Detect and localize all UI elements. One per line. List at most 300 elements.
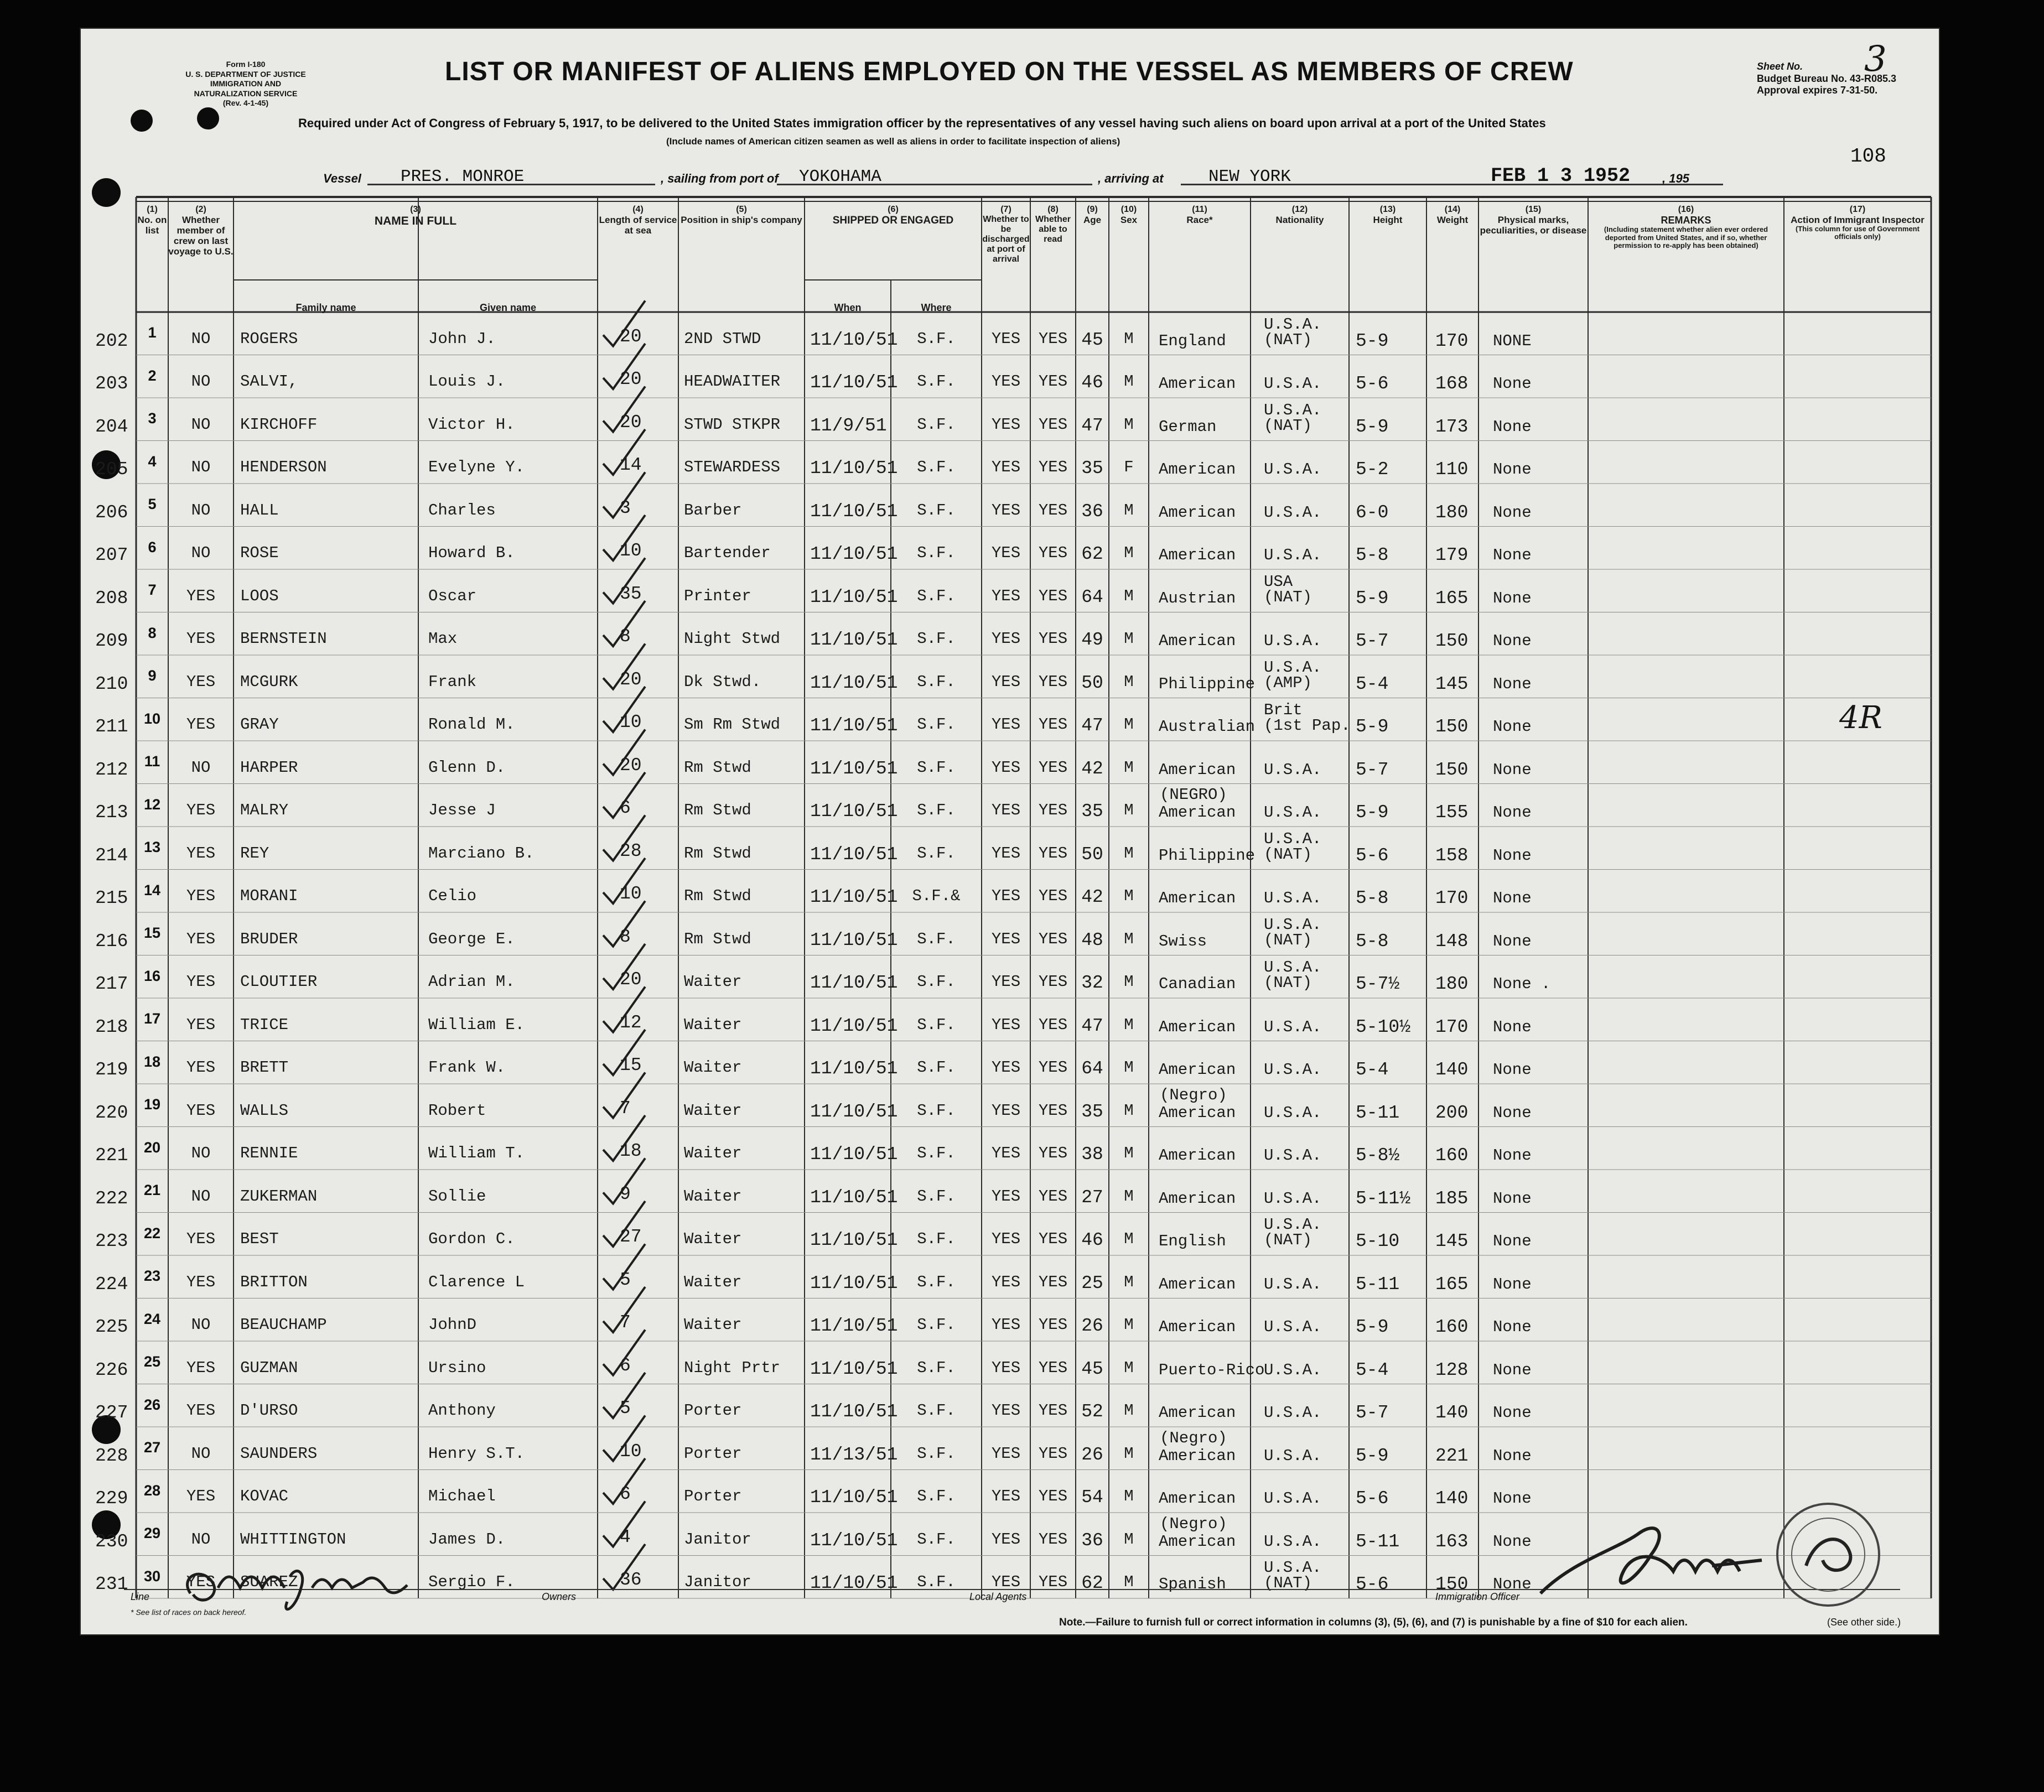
col-name-in-full-number: (3) — [410, 205, 421, 214]
given-name: Clarence L — [428, 1272, 525, 1291]
physical-marks: None — [1493, 1318, 1532, 1336]
row-page-number: 215 — [95, 888, 128, 908]
shipped-where: S.F.& — [912, 887, 961, 905]
shipped-where: S.F. — [917, 929, 956, 948]
row-page-number: 210 — [95, 673, 128, 694]
given-name: Max — [428, 630, 458, 648]
sheet-number-handwritten: 3 — [1864, 39, 1887, 80]
age: 50 — [1081, 672, 1103, 693]
check-mark — [603, 1544, 645, 1590]
col-length-of-service-label: Length of service at sea — [599, 214, 677, 236]
position: Sm Rm Stwd — [684, 715, 781, 734]
col-discharged-number: (7) — [1000, 205, 1011, 214]
age: 47 — [1081, 415, 1103, 436]
shipped-when: 11/10/51 — [810, 501, 898, 522]
height: 5-4 — [1356, 673, 1389, 694]
family-name: MCGURK — [240, 672, 298, 691]
age: 62 — [1081, 544, 1103, 564]
family-name: BEAUCHAMP — [240, 1316, 327, 1334]
agents-label: Local Agents — [969, 1591, 1027, 1602]
row-page-number: 216 — [95, 931, 128, 952]
height: 5-8 — [1356, 545, 1389, 565]
shipped-where: S.F. — [917, 1530, 956, 1549]
race-note: (NEGRO) — [1160, 786, 1227, 804]
physical-marks: None — [1493, 718, 1532, 736]
given-name: Howard B. — [428, 544, 515, 562]
row-number: 14 — [143, 881, 161, 898]
check-mark — [603, 1416, 645, 1461]
shipped-when: 11/10/51 — [810, 1015, 898, 1036]
family-name: MORANI — [240, 887, 298, 905]
given-name: Anthony — [428, 1401, 496, 1420]
col-weight-number: (14) — [1444, 205, 1461, 214]
shipped-when: 11/10/51 — [810, 1530, 898, 1551]
nationality: U.S.A. — [1264, 1404, 1322, 1422]
to-be-discharged: YES — [991, 415, 1021, 434]
check-mark — [603, 387, 645, 432]
physical-marks: None — [1493, 460, 1532, 479]
given-name: Robert — [428, 1101, 486, 1120]
row-number: 13 — [143, 839, 161, 855]
row-page-number: 221 — [95, 1145, 128, 1166]
shipped-when: 11/10/51 — [810, 586, 898, 607]
to-be-discharged: YES — [991, 372, 1021, 391]
service-length: 20 — [620, 969, 642, 990]
stamp-number: 108 — [1850, 145, 1886, 168]
nationality: U.S.A. — [1264, 889, 1322, 907]
position: Rm Stwd — [684, 758, 751, 777]
position: Printer — [684, 586, 751, 605]
race: American — [1159, 1446, 1236, 1465]
prev-voyage: YES — [186, 1101, 216, 1120]
sex: M — [1124, 973, 1134, 991]
row-number: 26 — [143, 1396, 161, 1413]
position: STEWARDESS — [684, 458, 781, 476]
check-mark — [603, 1330, 645, 1375]
height: 5-10½ — [1356, 1016, 1411, 1037]
row-number: 8 — [148, 624, 157, 641]
shipped-when: 11/10/51 — [810, 1358, 898, 1379]
shipped-where: S.F. — [917, 1316, 956, 1334]
weight: 180 — [1435, 974, 1469, 994]
sex: M — [1124, 1573, 1134, 1591]
height: 5-11 — [1356, 1531, 1400, 1552]
shipped-when: 11/10/51 — [810, 544, 898, 564]
sex: M — [1124, 372, 1134, 391]
race-note: (Negro) — [1160, 1085, 1227, 1104]
to-be-discharged: YES — [991, 501, 1021, 520]
race: Austrian — [1159, 589, 1236, 607]
to-be-discharged: YES — [991, 586, 1021, 605]
check-mark — [603, 1287, 645, 1332]
height: 5-9 — [1356, 1445, 1389, 1466]
sex: M — [1124, 1272, 1134, 1291]
race: American — [1159, 1489, 1236, 1508]
physical-marks: None . — [1493, 975, 1551, 993]
age: 42 — [1081, 887, 1103, 907]
to-be-discharged: YES — [991, 458, 1021, 476]
prev-voyage: YES — [186, 586, 216, 605]
nationality: U.S.A. — [1264, 1559, 1322, 1577]
race-note: (Negro) — [1160, 1514, 1227, 1533]
weight: 170 — [1435, 1016, 1469, 1037]
race: English — [1159, 1232, 1226, 1250]
nationality: U.S.A. — [1264, 1061, 1322, 1079]
physical-marks: None — [1493, 589, 1532, 607]
nationality-status: (1st Pap. — [1264, 716, 1351, 735]
able-to-read: YES — [1038, 501, 1068, 520]
check-mark — [603, 644, 645, 689]
able-to-read: YES — [1038, 630, 1068, 648]
nationality: U.S.A. — [1264, 546, 1322, 564]
check-mark — [603, 816, 645, 861]
shipped-where: S.F. — [917, 544, 956, 562]
weight: 158 — [1435, 845, 1469, 866]
check-mark — [603, 1502, 645, 1547]
shipped-when: 11/10/51 — [810, 1316, 898, 1336]
weight: 140 — [1435, 1403, 1469, 1423]
nationality: U.S.A. — [1264, 1189, 1322, 1208]
service-length: 18 — [620, 1141, 642, 1161]
service-length: 3 — [620, 497, 631, 518]
col-previous-voyage-label: Whether member of crew on last voyage to U.S. — [168, 214, 234, 257]
given-name: Celio — [428, 887, 477, 905]
service-length: 6 — [620, 1355, 631, 1376]
height: 5-2 — [1356, 459, 1389, 480]
shipped-when: 11/9/51 — [810, 415, 887, 436]
row-page-number: 208 — [95, 588, 128, 609]
position: Rm Stwd — [684, 887, 751, 905]
position: Janitor — [684, 1573, 751, 1591]
physical-marks: None — [1493, 760, 1532, 779]
age: 27 — [1081, 1187, 1103, 1208]
age: 35 — [1081, 458, 1103, 479]
inspector-action: 4R — [1839, 699, 1882, 736]
form-number: Form I-180 — [226, 60, 266, 69]
check-mark — [603, 730, 645, 775]
shipped-where: S.F. — [917, 1401, 956, 1420]
row-number: 16 — [143, 967, 161, 984]
family-name: REY — [240, 844, 269, 863]
col-physical-marks-label: Physical marks, peculiarities, or disease — [1480, 214, 1587, 236]
prev-voyage: NO — [191, 758, 211, 777]
service-length: 12 — [620, 1012, 642, 1033]
prev-voyage: NO — [191, 372, 211, 391]
col-age-number: (9) — [1087, 205, 1098, 214]
nationality: U.S.A. — [1264, 460, 1322, 479]
prev-voyage: YES — [186, 1058, 216, 1077]
arriving-label: , arriving at — [1098, 172, 1164, 185]
service-length: 9 — [620, 1183, 631, 1204]
service-length: 20 — [620, 755, 642, 776]
race: Spanish — [1159, 1575, 1226, 1593]
position: Rm Stwd — [684, 929, 751, 948]
race-note: (Negro) — [1160, 1429, 1227, 1447]
position: Bartender — [684, 544, 771, 562]
col-previous-voyage-number: (2) — [195, 205, 206, 214]
given-name: Louis J. — [428, 372, 506, 391]
able-to-read: YES — [1038, 1230, 1068, 1248]
to-be-discharged: YES — [991, 544, 1021, 562]
shipped-where: S.F. — [917, 715, 956, 734]
sex: M — [1124, 586, 1134, 605]
check-mark — [603, 344, 645, 389]
weight: 140 — [1435, 1059, 1469, 1080]
position: Janitor — [684, 1530, 751, 1549]
height: 5-7½ — [1356, 974, 1400, 994]
weight: 165 — [1435, 1274, 1469, 1295]
family-name: WALLS — [240, 1101, 289, 1120]
row-number: 28 — [143, 1482, 161, 1499]
row-page-number: 224 — [95, 1274, 128, 1295]
to-be-discharged: YES — [991, 1230, 1021, 1248]
given-name: Ronald M. — [428, 715, 515, 734]
race: American — [1159, 546, 1236, 564]
age: 36 — [1081, 501, 1103, 522]
to-be-discharged: YES — [991, 758, 1021, 777]
age: 35 — [1081, 1101, 1103, 1122]
service-length: 20 — [620, 326, 642, 347]
shipped-when: 11/10/51 — [810, 672, 898, 693]
service-length: 6 — [620, 798, 631, 818]
service-length: 10 — [620, 1441, 642, 1462]
shipped-when: 11/10/51 — [810, 1573, 898, 1593]
arrival-port: NEW YORK — [1208, 167, 1291, 186]
sex: M — [1124, 801, 1134, 819]
family-name: BRUDER — [240, 929, 298, 948]
weight: 150 — [1435, 631, 1469, 651]
position: Night Prtr — [684, 1358, 781, 1377]
prev-voyage: NO — [191, 1444, 211, 1463]
row-number: 30 — [143, 1567, 161, 1585]
age: 64 — [1081, 586, 1103, 607]
given-name: Marciano B. — [428, 844, 535, 863]
service-length: 20 — [620, 412, 642, 433]
row-number: 19 — [143, 1096, 161, 1113]
physical-marks: None — [1493, 803, 1532, 822]
shipped-where: S.F. — [917, 1573, 956, 1591]
arrival-date-stamp: FEB 1 3 1952 — [1491, 165, 1631, 187]
to-be-discharged: YES — [991, 1401, 1021, 1420]
row-page-number: 226 — [95, 1359, 128, 1380]
race: Philippine — [1159, 846, 1256, 865]
col-height-number: (13) — [1379, 205, 1396, 214]
race: American — [1159, 1318, 1236, 1336]
position: Waiter — [684, 973, 742, 991]
check-mark — [603, 1159, 645, 1204]
row-page-number: 229 — [95, 1488, 128, 1509]
able-to-read: YES — [1038, 758, 1068, 777]
sheet-label: Sheet No. — [1757, 61, 1803, 72]
row-page-number: 222 — [95, 1188, 128, 1209]
physical-marks: None — [1493, 889, 1532, 907]
shipped-where: S.F. — [917, 415, 956, 434]
shipped-when: 11/10/51 — [810, 1187, 898, 1208]
physical-marks: None — [1493, 1275, 1532, 1294]
col-weight-label: Weight — [1436, 214, 1469, 225]
shipped-when: 11/10/51 — [810, 1058, 898, 1079]
approval-expiry: Approval expires 7-31-50. — [1757, 85, 1878, 96]
col-height-label: Height — [1373, 214, 1403, 225]
given-name: James D. — [428, 1530, 506, 1549]
row-number: 3 — [148, 410, 157, 427]
weight: 170 — [1435, 888, 1469, 908]
race: England — [1159, 331, 1226, 350]
col-given-name-label: Given name — [479, 302, 537, 313]
physical-marks: None — [1493, 1103, 1532, 1122]
sex: M — [1124, 1401, 1134, 1420]
family-name: ZUKERMAN — [240, 1187, 318, 1206]
row-page-number: 220 — [95, 1102, 128, 1123]
col-sex-number: (10) — [1120, 205, 1137, 214]
col-remarks-number: (16) — [1678, 205, 1694, 214]
race: American — [1159, 1189, 1236, 1208]
given-name: Adrian M. — [428, 973, 515, 991]
race: American — [1159, 1532, 1236, 1551]
row-page-number: 213 — [95, 802, 128, 823]
shipped-where: S.F. — [917, 372, 956, 391]
col-race-number: (11) — [1192, 205, 1207, 214]
prev-voyage: NO — [191, 415, 211, 434]
shipped-when: 11/13/51 — [810, 1444, 898, 1465]
to-be-discharged: YES — [991, 329, 1021, 348]
check-mark — [603, 601, 645, 646]
sex: M — [1124, 630, 1134, 648]
col-sex-label: Sex — [1120, 214, 1138, 225]
family-name: TRICE — [240, 1015, 289, 1034]
col-shipped-where-label: Where — [921, 302, 952, 313]
sex: M — [1124, 1144, 1134, 1162]
service-length: 5 — [620, 1269, 631, 1290]
physical-marks: None — [1493, 1232, 1532, 1250]
nationality: U.S.A. — [1264, 760, 1322, 779]
able-to-read: YES — [1038, 1187, 1068, 1206]
age: 32 — [1081, 973, 1103, 993]
prev-voyage: YES — [186, 715, 216, 734]
given-name: Victor H. — [428, 415, 515, 434]
row-page-number: 219 — [95, 1059, 128, 1080]
shipped-when: 11/10/51 — [810, 844, 898, 865]
family-name: LOOS — [240, 586, 279, 605]
race: Puerto-Rico — [1159, 1360, 1265, 1379]
position: Waiter — [684, 1058, 742, 1077]
service-length: 7 — [620, 1098, 631, 1119]
check-mark — [603, 515, 645, 560]
to-be-discharged: YES — [991, 630, 1021, 648]
vessel-name: PRES. MONROE — [401, 167, 525, 186]
check-mark — [603, 901, 645, 947]
to-be-discharged: YES — [991, 1015, 1021, 1034]
age: 45 — [1081, 329, 1103, 350]
to-be-discharged: YES — [991, 1316, 1021, 1334]
family-name: BEST — [240, 1230, 279, 1248]
physical-marks: None — [1493, 375, 1532, 393]
shipped-where: S.F. — [917, 1230, 956, 1248]
age: 47 — [1081, 1015, 1103, 1036]
height: 5-6 — [1356, 1574, 1389, 1594]
include-note: (Include names of American citizen seamen as well as aliens in order to facilitate inspection of aliens) — [666, 136, 1120, 147]
nationality-status: (NAT) — [1264, 416, 1312, 435]
height: 5-9 — [1356, 1317, 1389, 1337]
given-name: William E. — [428, 1015, 525, 1034]
sex: M — [1124, 929, 1134, 948]
nationality: U.S.A. — [1264, 1275, 1322, 1294]
physical-marks: None — [1493, 674, 1532, 693]
given-name: Henry S.T. — [428, 1444, 525, 1463]
nationality: U.S.A. — [1264, 375, 1322, 393]
weight: 163 — [1435, 1531, 1469, 1552]
shipped-when: 11/10/51 — [810, 372, 898, 393]
row-number: 18 — [143, 1053, 161, 1070]
row-number: 15 — [143, 924, 161, 941]
row-page-number: 205 — [95, 459, 128, 480]
check-mark — [603, 1244, 645, 1290]
row-number: 29 — [143, 1525, 161, 1541]
family-name: RENNIE — [240, 1144, 298, 1162]
to-be-discharged: YES — [991, 1487, 1021, 1505]
weight: 140 — [1435, 1488, 1469, 1509]
sex: M — [1124, 1015, 1134, 1034]
physical-marks: None — [1493, 1146, 1532, 1165]
height: 5-6 — [1356, 1488, 1389, 1509]
height: 5-9 — [1356, 716, 1389, 737]
age: 62 — [1081, 1573, 1103, 1593]
shipped-where: S.F. — [917, 1101, 956, 1120]
col-name-in-full-label: NAME IN FULL — [374, 214, 457, 227]
sex: M — [1124, 1358, 1134, 1377]
shipped-when: 11/10/51 — [810, 973, 898, 993]
age: 46 — [1081, 372, 1103, 393]
vessel-label: Vessel — [323, 172, 361, 185]
nationality-status: (NAT) — [1264, 330, 1312, 349]
check-mark — [603, 944, 645, 989]
position: 2ND STWD — [684, 329, 761, 348]
row-page-number: 209 — [95, 631, 128, 651]
race: American — [1159, 760, 1236, 779]
shipped-where: S.F. — [917, 329, 956, 348]
able-to-read: YES — [1038, 1401, 1068, 1420]
weight: 150 — [1435, 1574, 1469, 1594]
shipped-where: S.F. — [917, 1058, 956, 1077]
able-to-read: YES — [1038, 1316, 1068, 1334]
service-length: 6 — [620, 1484, 631, 1504]
physical-marks: NONE — [1493, 331, 1532, 350]
row-number: 22 — [143, 1224, 161, 1242]
race: American — [1159, 803, 1236, 822]
physical-marks: None — [1493, 1532, 1532, 1551]
shipped-when: 11/10/51 — [810, 1101, 898, 1122]
nationality: U.S.A. — [1264, 829, 1322, 848]
family-name: HARPER — [240, 758, 298, 777]
able-to-read: YES — [1038, 973, 1068, 991]
col-physical-marks-number: (15) — [1525, 205, 1542, 214]
to-be-discharged: YES — [991, 1058, 1021, 1077]
sex: M — [1124, 1316, 1134, 1334]
nationality-status: (NAT) — [1264, 931, 1312, 949]
shipped-where: S.F. — [917, 672, 956, 691]
nationality: U.S.A. — [1264, 1446, 1322, 1465]
family-name: GUZMAN — [240, 1358, 298, 1377]
position: Barber — [684, 501, 742, 520]
checkmarks-layer — [80, 28, 1940, 1635]
row-number: 20 — [143, 1139, 161, 1156]
row-number: 9 — [148, 667, 157, 684]
nationality-status: (NAT) — [1264, 588, 1312, 606]
age: 47 — [1081, 715, 1103, 736]
shipped-where: S.F. — [917, 458, 956, 476]
given-name: Glenn D. — [428, 758, 506, 777]
row-page-number: 231 — [95, 1574, 128, 1594]
